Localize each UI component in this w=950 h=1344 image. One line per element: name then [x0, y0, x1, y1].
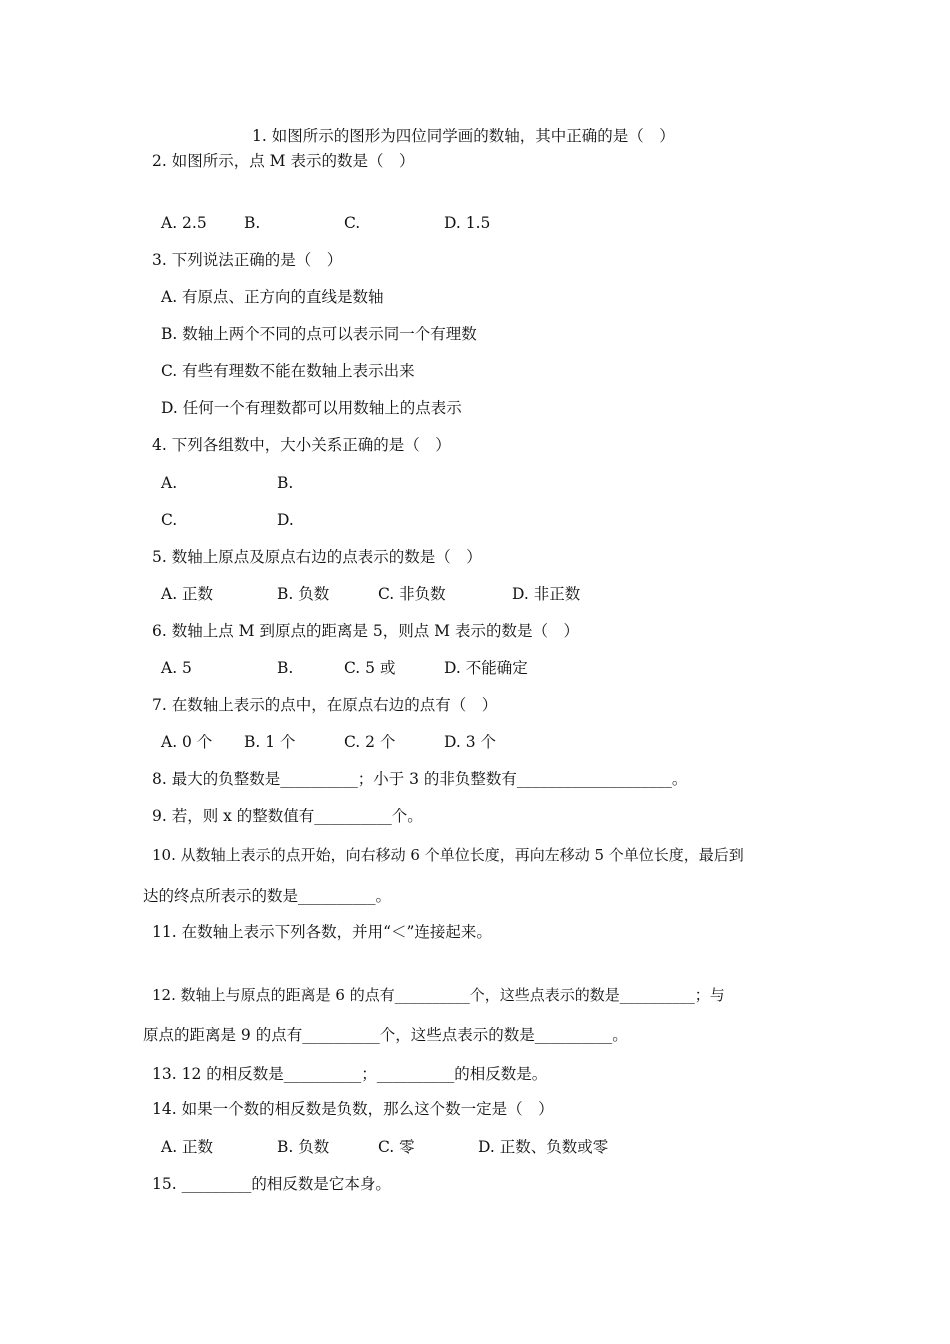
- question-13: 13. 12 的相反数是__________；__________的相反数是。: [152, 1065, 548, 1083]
- q7-option-d: D. 3 个: [444, 733, 497, 751]
- question-4: 4. 下列各组数中，大小关系正确的是（ ）: [152, 436, 451, 454]
- question-10-line-2: 达的终点所表示的数是__________。: [143, 887, 392, 905]
- q3-option-b: B. 数轴上两个不同的点可以表示同一个有理数: [161, 325, 477, 343]
- q3-option-a: A. 有原点、正方向的直线是数轴: [161, 288, 384, 306]
- q5-option-a: A. 正数: [161, 585, 214, 603]
- q14-option-b: B. 负数: [277, 1138, 330, 1156]
- q5-option-b: B. 负数: [277, 585, 330, 603]
- question-15: 15. _________的相反数是它本身。: [152, 1175, 391, 1193]
- q2-option-d: D. 1.5: [444, 214, 491, 232]
- question-10-line-1: 10. 从数轴上表示的点开始，向右移动 6 个单位长度，再向左移动 5 个单位长度，最后到: [152, 846, 744, 864]
- q2-option-a: A. 2.5: [161, 214, 207, 232]
- q7-option-a: A. 0 个: [161, 733, 213, 751]
- q4-option-a: A.: [161, 474, 178, 492]
- question-14: 14. 如果一个数的相反数是负数，那么这个数一定是（ ）: [152, 1100, 554, 1118]
- question-11: 11. 在数轴上表示下列各数，并用“＜”连接起来。: [152, 923, 492, 941]
- question-8: 8. 最大的负整数是__________；小于 3 的非负整数有____________________。: [152, 770, 688, 788]
- q5-option-c: C. 非负数: [378, 585, 446, 603]
- q4-option-c: C.: [161, 511, 178, 529]
- q4-option-b: B.: [277, 474, 294, 492]
- question-12-line-1: 12. 数轴上与原点的距离是 6 的点有__________个，这些点表示的数是__________；与: [152, 986, 725, 1004]
- question-6: 6. 数轴上点 M 到原点的距离是 5，则点 M 表示的数是（ ）: [152, 622, 579, 640]
- q6-option-b: B.: [277, 659, 294, 677]
- q6-option-d: D. 不能确定: [444, 659, 528, 677]
- q2-option-c: C.: [344, 214, 361, 232]
- question-2: 2. 如图所示，点 M 表示的数是（ ）: [152, 152, 415, 170]
- question-1: 1. 如图所示的图形为四位同学画的数轴，其中正确的是（ ）: [252, 127, 675, 145]
- question-7: 7. 在数轴上表示的点中，在原点右边的点有（ ）: [152, 696, 498, 714]
- q7-option-c: C. 2 个: [344, 733, 396, 751]
- q6-option-a: A. 5: [161, 659, 192, 677]
- q14-option-d: D. 正数、负数或零: [478, 1138, 609, 1156]
- q6-option-c: C. 5 或: [344, 659, 396, 677]
- q4-option-d: D.: [277, 511, 294, 529]
- q2-option-b: B.: [244, 214, 261, 232]
- q3-option-d: D. 任何一个有理数都可以用数轴上的点表示: [161, 399, 462, 417]
- question-3: 3. 下列说法正确的是（ ）: [152, 251, 343, 269]
- q7-option-b: B. 1 个: [244, 733, 296, 751]
- question-12-line-2: 原点的距离是 9 的点有__________个，这些点表示的数是__________。: [143, 1026, 628, 1044]
- question-5: 5. 数轴上原点及原点右边的点表示的数是（ ）: [152, 548, 482, 566]
- q3-option-c: C. 有些有理数不能在数轴上表示出来: [161, 362, 415, 380]
- q14-option-c: C. 零: [378, 1138, 415, 1156]
- question-9: 9. 若，则 x 的整数值有__________个。: [152, 807, 423, 825]
- q14-option-a: A. 正数: [161, 1138, 214, 1156]
- q5-option-d: D. 非正数: [512, 585, 581, 603]
